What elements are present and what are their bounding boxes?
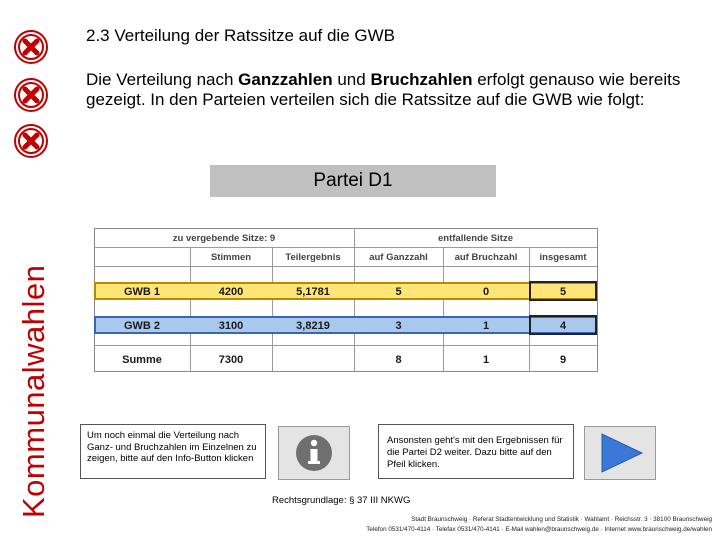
play-arrow-icon [585,427,655,479]
row-label: GWB 1 [123,286,161,298]
sidebar [0,0,60,540]
table-cell: 4 [559,320,567,332]
brand-label: Kommunalwahlen [16,264,51,518]
seat-table [94,228,598,372]
legal-basis: Rechtsgrundlage: § 37 III NKWG [272,495,411,506]
table-cell: 1 [482,320,490,332]
table-cell: 8 [395,354,402,366]
row-label: Summe [122,354,162,366]
table-cell: 5 [395,286,402,298]
table-cell: 3100 [218,320,244,332]
info-note: Um noch einmal die Verteilung nach Ganz- und Bruchzahlen im Einzelnen zu zeigen, bitte auf den Info-Button klicken [80,424,266,479]
column-header: auf Ganzzahl [369,252,428,263]
footer-line: Telefon 0531/470-4114 · Telefax 0531/470-4141 · E-Mail wahlen@braunschweig.de · Internet www.braunschweig.de/wahlen [366,526,712,533]
table-cell: 0 [482,286,490,298]
column-header: Stimmen [210,252,252,263]
table-cell: 3,8219 [296,320,330,332]
table-cell: 5,1781 [296,286,330,298]
table-cell: 9 [559,354,567,366]
table-cell: 3 [395,320,402,332]
column-header: auf Bruchzahl [454,252,518,263]
intro-text: Die Verteilung nach Ganzzahlen und Bruchzahlen erfolgt genauso wie bereits gezeigt. In den Parteien verteilen sich die Ratssitze auf die GWB wie folgt: [86,70,681,109]
table-cell: 5 [559,286,567,298]
x-circle-icon [14,78,48,112]
table-cell: 1 [482,354,490,366]
info-button[interactable] [278,426,350,480]
next-arrow-button[interactable] [584,426,656,480]
table-cell: 7300 [218,354,244,366]
next-note: Ansonsten geht's mit den Ergebnissen für die Partei D2 weiter. Dazu bitte auf den Pfeil klicken. [378,424,574,479]
page-title: 2.3 Verteilung der Ratssitze auf die GWB [86,26,395,45]
party-label: Partei D1 [210,165,496,197]
table-header-group-left: zu vergebende Sitze: 9 [172,233,276,244]
table-header-group-right: entfallende Sitze [438,233,513,244]
x-circle-icon [14,124,48,158]
table-cell: 4200 [218,286,244,298]
x-circle-icon [14,30,48,64]
row-label: GWB 2 [123,320,161,332]
info-icon [279,427,349,479]
column-header: insgesamt [539,252,587,263]
column-header: Teilergebnis [285,252,341,263]
footer-line: Stadt Braunschweig · Referat Stadtentwicklung und Statistik · Wahlamt · Reichsstr. 3 · 38100 Braunschweig [411,516,712,523]
